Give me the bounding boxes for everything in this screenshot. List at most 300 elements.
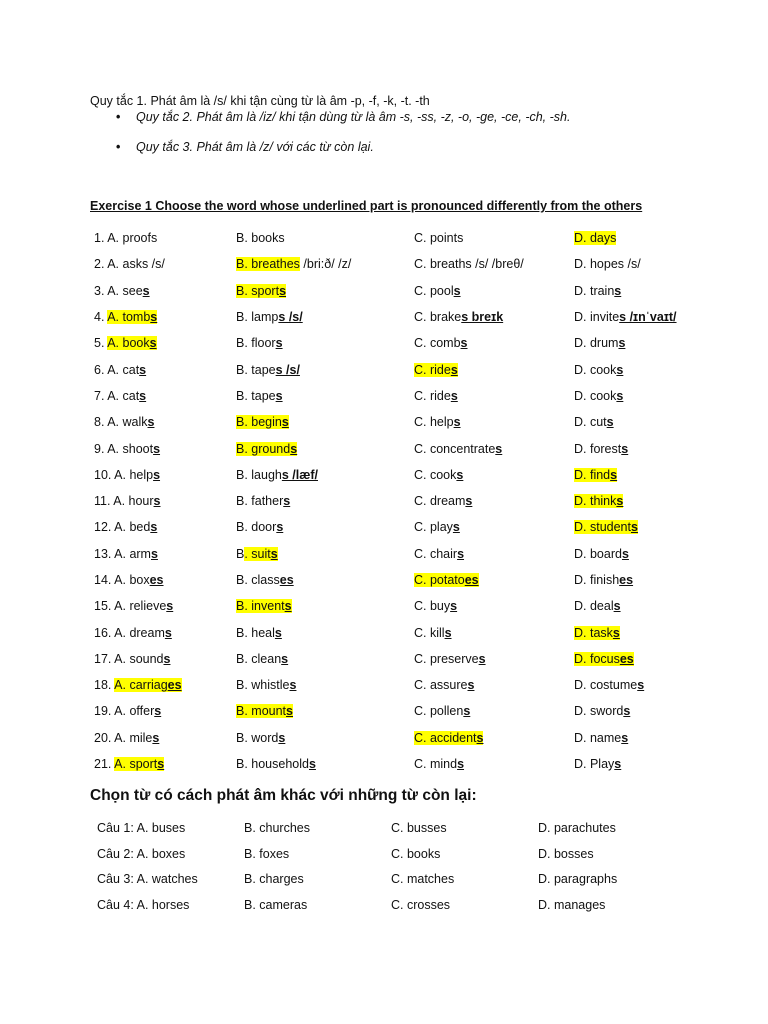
question-row xyxy=(93,892,658,918)
answer-option xyxy=(570,435,744,461)
answer-option xyxy=(232,304,410,330)
answer-option xyxy=(232,725,410,751)
underlined-ending: s xyxy=(270,546,278,561)
exercise-row xyxy=(90,619,744,645)
answer-option xyxy=(410,514,570,540)
answer-option xyxy=(232,356,410,382)
option-text: 15. A. relieve xyxy=(94,599,167,614)
underlined-ending: s xyxy=(154,704,162,719)
underlined-ending: s xyxy=(308,757,316,772)
option-text: C. preserve xyxy=(414,651,479,666)
underlined-ending: s xyxy=(283,494,291,509)
underlined-ending: s xyxy=(163,651,171,666)
option-text: B. class xyxy=(236,573,280,587)
answer-option xyxy=(570,488,744,514)
answer-option xyxy=(410,356,570,382)
answer-option xyxy=(90,383,232,409)
answer-option xyxy=(570,619,744,645)
highlighted-answer: A. carriages xyxy=(114,678,182,693)
underlined-ending: s xyxy=(289,678,297,693)
underlined-ending: es xyxy=(619,573,634,587)
answer-option xyxy=(570,698,744,724)
question-option: Câu 3: A. watches xyxy=(97,872,198,887)
underlined-ending: es xyxy=(167,678,182,693)
exercise-row xyxy=(90,646,744,672)
option-text: 4. xyxy=(94,310,108,325)
answer-option xyxy=(90,278,232,304)
rule-3: Quy tắc 3. Phát âm là /z/ với các từ còn lại. xyxy=(136,140,374,154)
option-text: B. word xyxy=(236,730,279,745)
underlined-ending: s xyxy=(460,336,468,351)
answer-option xyxy=(90,462,232,488)
answer-option xyxy=(232,541,410,567)
option-text: B. laugh xyxy=(236,467,282,482)
answer-option xyxy=(410,383,570,409)
answer-option xyxy=(232,751,410,777)
underlined-ending: s xyxy=(276,520,284,535)
question-row xyxy=(93,867,658,893)
answer-option xyxy=(90,698,232,724)
underlined-ending: s xyxy=(290,441,298,456)
highlighted-answer: C. rides xyxy=(414,362,458,377)
answer-option xyxy=(570,567,744,593)
answer-option xyxy=(570,278,744,304)
underlined-ending: s xyxy=(152,730,160,745)
answer-option xyxy=(90,725,232,751)
answer-option xyxy=(90,225,232,251)
option-text: 11. A. hour xyxy=(94,494,154,509)
underlined-ending: s xyxy=(281,415,289,430)
answer-option xyxy=(410,409,570,435)
question-option: Câu 2: A. boxes xyxy=(97,846,186,861)
underlined-ending: s xyxy=(606,415,614,430)
underlined-ending: s xyxy=(467,678,475,693)
underlined-ending: s breɪk xyxy=(461,310,504,325)
answer-option xyxy=(410,619,570,645)
exercise-row xyxy=(90,514,744,540)
underlined-ending: s xyxy=(614,757,622,772)
answer-option xyxy=(232,251,410,277)
answer-option xyxy=(570,593,744,619)
underlined-ending: s xyxy=(450,599,458,614)
option-text: B xyxy=(236,546,245,561)
underlined-ending: es xyxy=(619,651,634,666)
option-text: 20. A. mile xyxy=(94,730,153,745)
answer-option xyxy=(90,567,232,593)
highlighted-answer: B. sports xyxy=(236,283,287,298)
underlined-ending: s xyxy=(153,467,161,482)
highlighted-answer: D. days xyxy=(574,231,617,246)
underlined-ending: s xyxy=(153,441,161,456)
answer-option xyxy=(232,593,410,619)
answer-option xyxy=(570,356,744,382)
underlined-ending: s xyxy=(275,336,283,351)
highlighted-answer: D. focuses xyxy=(574,651,634,666)
option-text: C. dream xyxy=(414,494,466,509)
underlined-ending: s xyxy=(278,730,286,745)
section-2-table xyxy=(93,815,658,918)
option-text: C. ride xyxy=(414,388,451,403)
exercise-1-table xyxy=(90,225,744,777)
exercise-row xyxy=(90,698,744,724)
option-text: D. cut xyxy=(574,415,607,430)
option-text: D. Play xyxy=(574,757,615,772)
answer-option xyxy=(570,725,744,751)
option-text: D. train xyxy=(574,283,615,298)
option-text: C. kill xyxy=(414,625,445,640)
underlined-ending: s xyxy=(139,388,147,403)
option-text: C. buy xyxy=(414,599,451,614)
highlighted-answer: B. begins xyxy=(236,415,289,430)
underlined-ending: s xyxy=(142,283,150,298)
option-text: C. chair xyxy=(414,546,458,561)
answer-option xyxy=(90,330,232,356)
underlined-ending: s xyxy=(610,467,618,482)
answer-option xyxy=(570,304,744,330)
exercise-1-title: Exercise 1 Choose the word whose underlined part is pronounced differently from the others xyxy=(90,199,643,213)
answer-option xyxy=(232,383,410,409)
answer-option xyxy=(570,409,744,435)
answer-option xyxy=(410,435,570,461)
option-text: C. concentrate xyxy=(414,441,496,456)
underlined-ending: s xyxy=(444,625,452,640)
underlined-ending: s xyxy=(153,494,161,509)
underlined-ending: es xyxy=(464,573,479,587)
option-text: 16. A. dream xyxy=(94,625,165,640)
option-text: C. brake xyxy=(414,310,462,325)
highlighted-answer: D. tasks xyxy=(574,625,620,640)
question-option: D. bosses xyxy=(538,846,594,861)
underlined-ending: s xyxy=(476,730,484,745)
underlined-ending: s xyxy=(286,704,293,719)
option-text: D. finish xyxy=(574,573,620,587)
answer-option xyxy=(410,488,570,514)
answer-option xyxy=(90,435,232,461)
answer-option xyxy=(410,646,570,672)
answer-option xyxy=(410,278,570,304)
underlined-ending: s xyxy=(450,362,458,377)
question-row xyxy=(93,841,658,867)
answer-option xyxy=(232,462,410,488)
underlined-ending: s /læf/ xyxy=(281,467,318,482)
answer-option xyxy=(570,330,744,356)
option-text: D. invite xyxy=(574,310,620,325)
option-text: B. household xyxy=(236,757,309,772)
question-option: B. foxes xyxy=(244,846,290,861)
option-text: C. points xyxy=(414,231,464,246)
rule-2: Quy tắc 2. Phát âm là /iz/ khi tận dùng từ là âm -s, -ss, -z, -o, -ge, -ce, -ch, -sh. xyxy=(136,110,571,124)
exercise-row xyxy=(90,383,744,409)
option-text: 10. A. help xyxy=(94,467,154,482)
underlined-ending: es xyxy=(279,573,294,587)
underlined-ending: s xyxy=(450,388,458,403)
answer-option xyxy=(410,330,570,356)
highlighted-answer: . suits xyxy=(244,546,278,561)
answer-option xyxy=(90,593,232,619)
underlined-ending: s xyxy=(623,704,631,719)
answer-option xyxy=(90,251,232,277)
highlighted-answer: D. thinks xyxy=(574,494,624,509)
underlined-ending: s xyxy=(453,415,461,430)
answer-option xyxy=(90,541,232,567)
bullet-icon: • xyxy=(116,110,121,124)
option-text: B. lamp xyxy=(236,310,279,325)
answer-option xyxy=(410,751,570,777)
answer-option xyxy=(232,698,410,724)
answer-option xyxy=(90,751,232,777)
option-text: C. pollen xyxy=(414,704,464,719)
underlined-ending: s xyxy=(166,599,174,614)
option-text: B. floor xyxy=(236,336,276,351)
option-text: B. father xyxy=(236,494,284,509)
highlighted-answer: A. books xyxy=(107,336,157,351)
underlined-ending: s xyxy=(157,757,165,772)
highlighted-answer: A. tombs xyxy=(107,310,158,325)
exercise-row xyxy=(90,593,744,619)
underlined-ending: s xyxy=(621,546,629,561)
question-option: B. charges xyxy=(244,872,304,887)
answer-option xyxy=(410,304,570,330)
underlined-ending: s xyxy=(630,520,638,535)
underlined-ending: s xyxy=(452,520,460,535)
option-text: D. sword xyxy=(574,704,624,719)
option-text: D. costume xyxy=(574,678,638,693)
option-text: 8. A. walk xyxy=(94,415,148,430)
option-text: C. cook xyxy=(414,467,457,482)
exercise-row xyxy=(90,251,744,277)
answer-option xyxy=(232,225,410,251)
highlighted-answer: D. students xyxy=(574,520,638,535)
answer-option xyxy=(90,356,232,382)
option-text: 5. xyxy=(94,336,108,351)
answer-option xyxy=(232,514,410,540)
answer-option xyxy=(570,646,744,672)
answer-option xyxy=(90,304,232,330)
highlighted-answer: B. invents xyxy=(236,599,292,614)
option-text: 19. A. offer xyxy=(94,704,155,719)
exercise-row xyxy=(90,488,744,514)
option-text: B. tape xyxy=(236,362,276,377)
underlined-ending: s xyxy=(616,494,624,509)
question-option: D. paragraphs xyxy=(538,872,618,887)
option-text: D. cook xyxy=(574,362,617,377)
option-text: B. clean xyxy=(236,651,282,666)
underlined-ending: s xyxy=(621,441,629,456)
exercise-row xyxy=(90,541,744,567)
answer-option xyxy=(232,567,410,593)
answer-option xyxy=(90,514,232,540)
highlighted-answer: D. finds xyxy=(574,467,618,482)
underlined-ending: s xyxy=(150,310,158,325)
highlighted-answer: B. mounts xyxy=(236,704,293,719)
question-option: Câu 4: A. horses xyxy=(97,898,190,913)
answer-option xyxy=(410,725,570,751)
answer-option xyxy=(410,541,570,567)
answer-option xyxy=(570,751,744,777)
underlined-ending: s /s/ xyxy=(275,362,300,377)
answer-option xyxy=(90,619,232,645)
answer-option xyxy=(570,514,744,540)
underlined-ending: s /s/ xyxy=(278,310,303,325)
highlighted-answer: B. grounds xyxy=(236,441,298,456)
underlined-ending: s xyxy=(465,494,473,509)
underlined-ending: s xyxy=(150,546,158,561)
highlighted-answer: C. potatoes xyxy=(414,573,479,587)
underlined-ending: s xyxy=(275,388,283,403)
option-text: B. whistle xyxy=(236,678,290,693)
exercise-row xyxy=(90,304,744,330)
question-option: B. cameras xyxy=(244,898,308,913)
underlined-ending: s xyxy=(150,520,158,535)
answer-option xyxy=(570,541,744,567)
underlined-ending: s xyxy=(614,283,622,298)
answer-option xyxy=(232,646,410,672)
option-text: D. cook xyxy=(574,388,617,403)
highlighted-answer: B. breathes xyxy=(236,257,300,272)
option-text: B. books xyxy=(236,231,285,246)
answer-option xyxy=(232,330,410,356)
question-option: C. busses xyxy=(391,820,447,835)
underlined-ending: s xyxy=(495,441,503,456)
answer-option xyxy=(90,409,232,435)
answer-option xyxy=(410,225,570,251)
underlined-ending: s xyxy=(139,362,147,377)
question-option: B. churches xyxy=(244,820,311,835)
underlined-ending: s xyxy=(149,336,157,351)
underlined-ending: s xyxy=(616,362,624,377)
underlined-ending: s xyxy=(457,546,465,561)
answer-option xyxy=(410,672,570,698)
underlined-ending: s xyxy=(637,678,645,693)
option-text: C. breaths /s/ /breθ/ xyxy=(414,257,524,272)
underlined-ending: s xyxy=(453,283,461,298)
exercise-row xyxy=(90,462,744,488)
answer-option xyxy=(570,672,744,698)
option-text: C. help xyxy=(414,415,454,430)
exercise-row xyxy=(90,330,744,356)
option-text: B. heal xyxy=(236,625,275,640)
option-text: C. assure xyxy=(414,678,468,693)
option-text: 13. A. arm xyxy=(94,546,151,561)
question-option: D. parachutes xyxy=(538,820,616,835)
underlined-ending: s xyxy=(279,283,287,298)
underlined-ending: s xyxy=(147,415,155,430)
option-text: D. deal xyxy=(574,599,614,614)
question-option: D. manages xyxy=(538,898,606,913)
answer-option xyxy=(570,225,744,251)
phonetic-note: /bri:ð/ /z/ xyxy=(299,257,352,272)
underlined-ending: s xyxy=(457,757,465,772)
underlined-ending: s xyxy=(456,467,464,482)
option-text: 6. A. cat xyxy=(94,362,140,377)
answer-option xyxy=(232,435,410,461)
question-row xyxy=(93,815,658,841)
option-text: 1. A. proofs xyxy=(94,231,158,246)
answer-option xyxy=(410,462,570,488)
underlined-ending: s xyxy=(612,625,620,640)
option-text: C. pool xyxy=(414,283,454,298)
option-text: 12. A. bed xyxy=(94,520,151,535)
option-text: C. mind xyxy=(414,757,458,772)
question-option: C. books xyxy=(391,846,441,861)
option-text: 3. A. see xyxy=(94,283,143,298)
option-text: 21. xyxy=(94,757,115,772)
exercise-row xyxy=(90,751,744,777)
option-text: D. forest xyxy=(574,441,622,456)
underlined-ending: s xyxy=(618,336,626,351)
underlined-ending: s xyxy=(478,651,486,666)
underlined-ending: s xyxy=(621,730,629,745)
question-option: Câu 1: A. buses xyxy=(97,820,186,835)
rules-list xyxy=(112,110,570,154)
underlined-ending: s xyxy=(616,388,624,403)
underlined-ending: s xyxy=(274,625,282,640)
underlined-ending: s xyxy=(164,625,172,640)
option-text: B. tape xyxy=(236,388,276,403)
exercise-row xyxy=(90,672,744,698)
option-text: D. name xyxy=(574,730,622,745)
highlighted-answer: C. accidents xyxy=(414,730,484,745)
exercise-row xyxy=(90,409,744,435)
highlighted-answer: A. sports xyxy=(114,757,165,772)
rule-2-item xyxy=(112,110,570,140)
answer-option xyxy=(410,698,570,724)
option-text: C. play xyxy=(414,520,453,535)
exercise-row xyxy=(90,278,744,304)
answer-option xyxy=(410,593,570,619)
answer-option xyxy=(570,462,744,488)
section-2-title: Chọn từ có cách phát âm khác với những từ còn lại: xyxy=(90,787,477,804)
underlined-ending: s xyxy=(281,651,289,666)
answer-option xyxy=(90,488,232,514)
exercise-row xyxy=(90,356,744,382)
answer-option xyxy=(570,383,744,409)
underlined-ending: es xyxy=(149,573,164,587)
answer-option xyxy=(90,646,232,672)
option-text: B. door xyxy=(236,520,277,535)
answer-option xyxy=(90,672,232,698)
underlined-ending: s xyxy=(463,704,471,719)
option-text: D. drum xyxy=(574,336,619,351)
question-option: C. crosses xyxy=(391,898,451,913)
answer-option xyxy=(232,619,410,645)
option-text: 18. xyxy=(94,678,115,693)
underlined-ending: s xyxy=(284,599,292,614)
rule-3-item xyxy=(112,140,570,154)
answer-option xyxy=(232,278,410,304)
option-text: 2. A. asks /s/ xyxy=(94,257,165,272)
question-option: C. matches xyxy=(391,872,455,887)
option-text: D. board xyxy=(574,546,622,561)
option-text: 14. A. box xyxy=(94,573,150,587)
option-text: 17. A. sound xyxy=(94,651,164,666)
answer-option xyxy=(410,567,570,593)
underlined-ending: s /ɪnˈvaɪt/ xyxy=(619,310,677,325)
answer-option xyxy=(232,488,410,514)
option-text: C. comb xyxy=(414,336,461,351)
exercise-row xyxy=(90,225,744,251)
answer-option xyxy=(232,672,410,698)
answer-option xyxy=(232,409,410,435)
underlined-ending: s xyxy=(613,599,621,614)
option-text: 9. A. shoot xyxy=(94,441,154,456)
option-text: 7. A. cat xyxy=(94,388,140,403)
option-text: D. hopes /s/ xyxy=(574,257,641,272)
answer-option xyxy=(410,251,570,277)
exercise-row xyxy=(90,725,744,751)
rule-1: Quy tắc 1. Phát âm là /s/ khi tận cùng từ là âm -p, -f, -k, -t. -th xyxy=(90,94,430,108)
bullet-icon: • xyxy=(116,140,121,154)
